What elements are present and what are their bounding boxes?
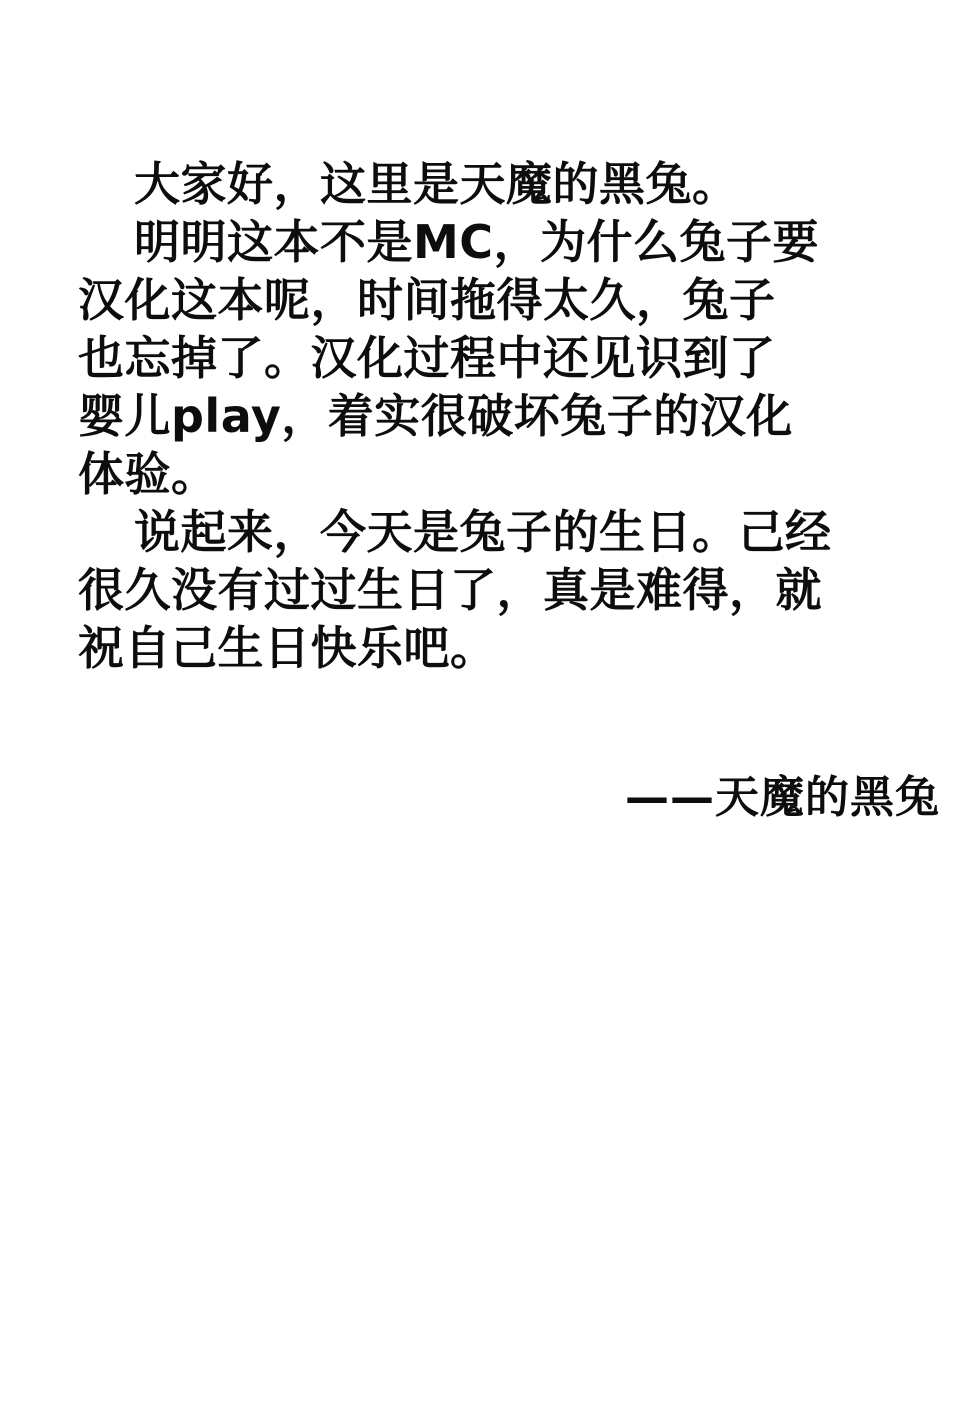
afterword-text-block [78,155,908,677]
afterword-line: 很久没有过过生日了，真是难得，就 [78,563,822,617]
afterword-line: 体验。 [78,447,218,501]
afterword-line: 说起来，今天是兔子的生日。己经 [134,505,832,559]
afterword-line: 大家好，这里是天魔的黑兔。 [134,157,739,211]
afterword-line: 婴儿play，着实很破坏兔子的汉化 [78,389,793,443]
afterword-line: 祝自己生日快乐吧。 [78,621,497,675]
afterword-line: 也忘掉了。汉化过程中还见识到了 [78,331,776,385]
afterword-line: 汉化这本呢，时间拖得太久，兔子 [78,273,776,327]
afterword-signature: ——天魔的黑兔 [625,772,940,823]
afterword-line: 明明这本不是MC，为什么兔子要 [134,215,820,269]
